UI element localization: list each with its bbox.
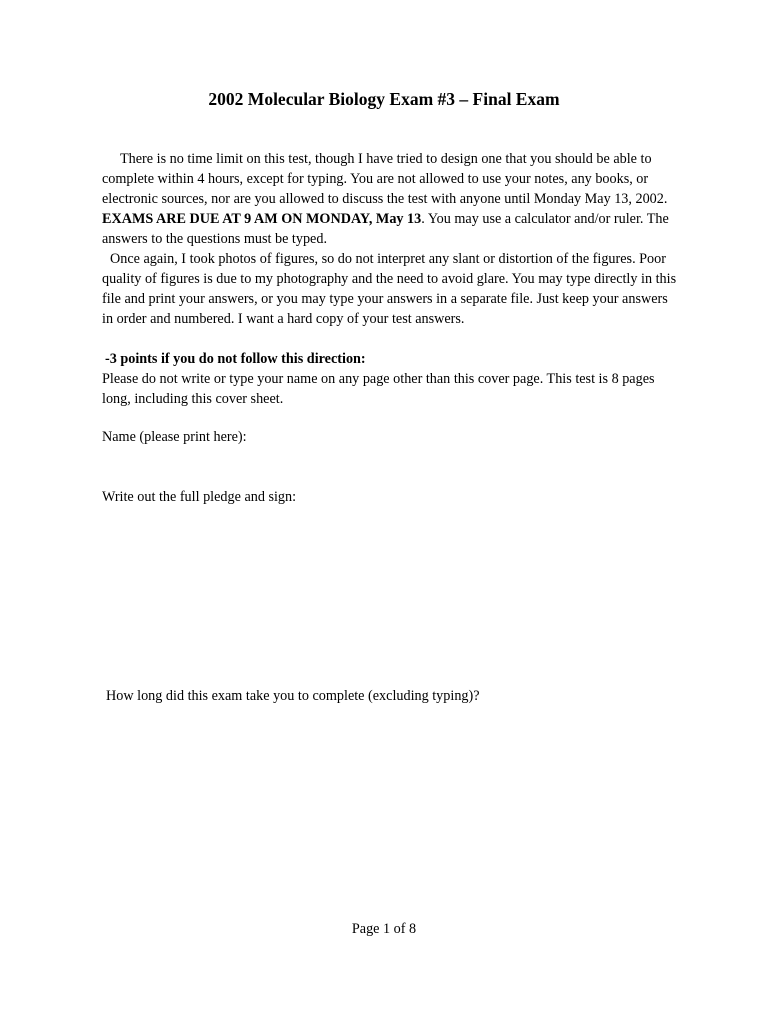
instructions-text-1a: There is no time limit on this test, though I have tried to design one that you should be able to complete within 4 hours, except for typing. You are not allowed to use your notes, any books, or electronic sources, nor are you allowed to discuss the test with anyone until Monday May 13, 2002.: [102, 151, 668, 207]
direction-text: Please do not write or type your name on any page other than this cover page. This test is 8 pages long, including this cover sheet.: [102, 371, 655, 407]
direction-heading: -3 points if you do not follow this direction:: [105, 351, 366, 367]
due-date-notice: EXAMS ARE DUE AT 9 AM ON MONDAY, May 13: [102, 211, 422, 227]
duration-question: How long did this exam take you to complete (excluding typing)?: [106, 688, 480, 704]
name-field-label: Name (please print here):: [102, 429, 247, 445]
page-title: 2002 Molecular Biology Exam #3 – Final Exam: [208, 89, 560, 109]
instructions-text-1b: . You may use a calculator and/or ruler. The answers to the questions must be typed.: [102, 211, 669, 247]
pledge-field-label: Write out the full pledge and sign:: [102, 489, 297, 505]
instructions-section: [102, 149, 682, 329]
page-number: Page 1 of 8: [351, 921, 417, 937]
direction-section: [102, 349, 682, 409]
instructions-paragraph-1: [102, 149, 682, 249]
instructions-paragraph-2: Once again, I took photos of figures, so do not interpret any slant or distortion of the figures. Poor quality of figures is due to my photography and the need to avoid glare. You may type directly in this file and print your answers, or you may type your answers in a separate file. Just keep your answers in order and numbered. I want a hard copy of your test answers.: [102, 251, 677, 327]
